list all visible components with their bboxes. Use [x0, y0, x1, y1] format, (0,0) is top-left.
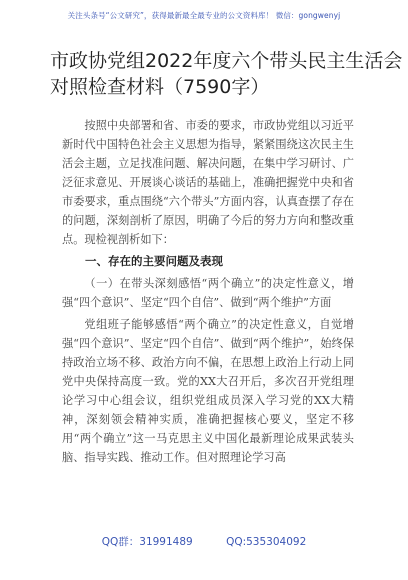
title-line-1: 市政协党组2022年度六个带头民主生活会	[50, 50, 403, 72]
section-heading: 一、存在的主要问题及表现	[85, 254, 223, 268]
body-paragraph: 党组班子能够感悟“两个确立”的决定性意义，自觉增强“四个意识”、坚定“四个自信”、做到“两个维护”，始终保持政治立场不移、政治方向不偏，在思想上政治上行动上同党中央保持高度一致。党的XX大召开后，多次召开党组理论学习中心组会议，组织党组成员深入学习党的XX大精神，深刻领会精神实质，准确把握核心要义，坚定不移用“两个确立”这一马克思主义中国化最新理论成果武装头脑、指导实践、推动工作。但对照理论学习高	[62, 318, 354, 464]
contact-footer	[0, 534, 408, 549]
qq-text: QQ:535304092	[226, 536, 307, 548]
promo-header: 关注头条号“公文研究”，获得最新最全最专业的公文资料库！ 微信：gongwenyj	[67, 11, 341, 20]
document-body	[62, 116, 354, 470]
intro-paragraph: 按照中央部署和省、市委的要求，市政协党组以习近平新时代中国特色社会主义思想为指导，紧紧围绕这次民主生活会主题，立足找准问题、解决问题，在集中学习研讨、广泛征求意见、开展谈心谈话的基础上，准确把握党中央和省市委要求，重点围绕“六个带头”方面内容，认真查摆了存在的问题，深刻剖析了原因，明确了今后的努力方向和整改重点。现检视剖析如下：	[62, 119, 354, 246]
qq-group-text: QQ群：31991489	[101, 536, 193, 548]
document-title	[50, 48, 403, 100]
subsection-paragraph: （一）在带头深刻感悟“两个确立”的决定性意义，增强“四个意识”、坚定“四个自信”、做到“两个维护”方面	[62, 277, 354, 309]
title-line-2: 对照检查材料（7590字）	[50, 76, 270, 98]
